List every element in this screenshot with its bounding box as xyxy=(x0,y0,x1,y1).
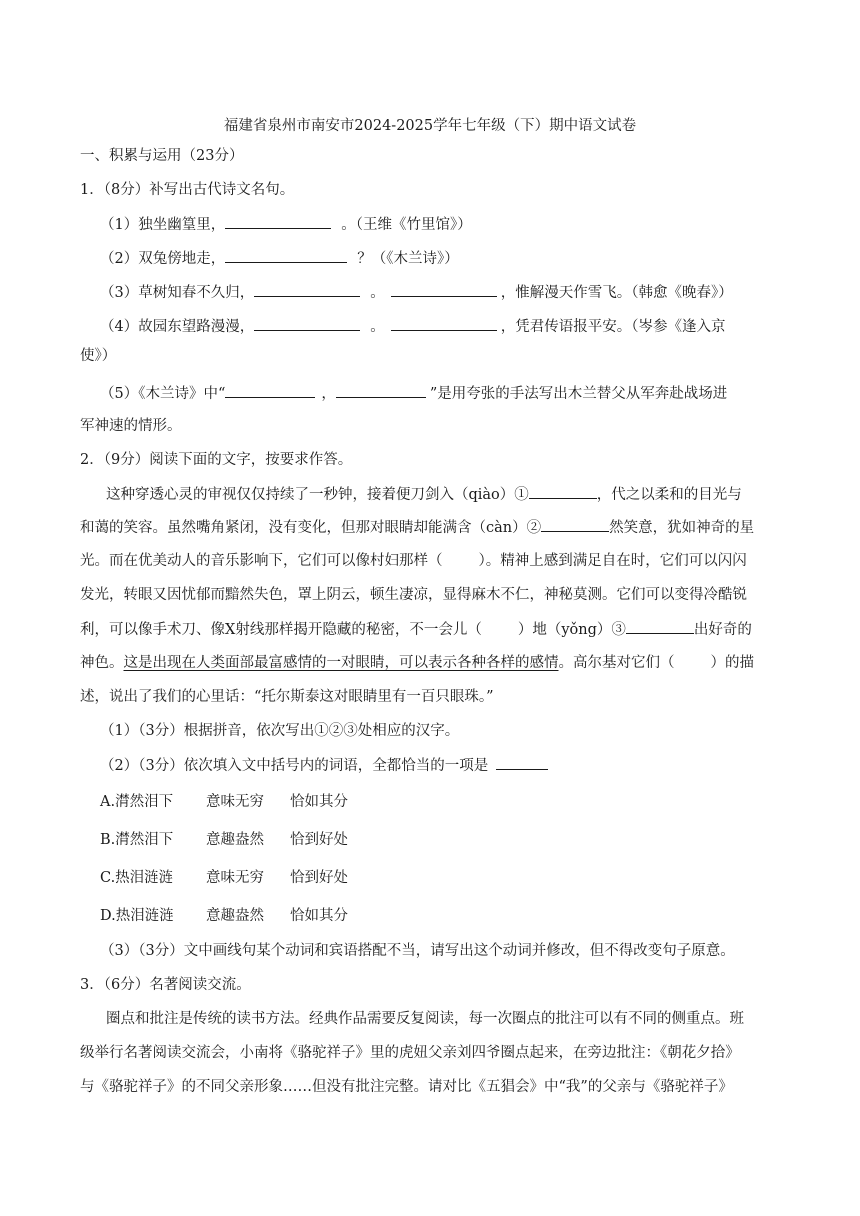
q1-item-1 xyxy=(100,214,472,235)
blank-line xyxy=(336,383,426,398)
q1-item-4 xyxy=(100,316,725,337)
q1-item-3-text: （3）草树知春不久归， xyxy=(100,285,255,301)
q1-item-4-cont: 使》） xyxy=(80,348,117,364)
blank-line xyxy=(626,619,694,634)
option-text: 恰到好处 xyxy=(290,870,348,886)
passage-line: 述，说出了我们的心里话：“托尔斯泰这对眼睛里有一百只眼珠。” xyxy=(80,689,494,705)
blank-line xyxy=(225,214,331,229)
passage-line xyxy=(80,653,754,673)
q1-item-2 xyxy=(100,248,459,269)
passage-text: 。高尔基对它们（ xyxy=(558,655,675,671)
q1-item-3-sep: 。 xyxy=(370,285,385,301)
passage-line: 圈点和批注是传统的读书方法。经典作品需要反复阅读，每一次圈点的批注可以有不同的侧重点。班 xyxy=(106,1011,744,1027)
q1-item-2-source: ？（《木兰诗》） xyxy=(357,251,459,267)
blank-line xyxy=(254,282,360,297)
passage-line xyxy=(80,517,754,538)
section-heading: 一、积累与运用（23分） xyxy=(80,148,244,164)
option-text: 意味无穷 xyxy=(206,870,264,886)
q1-item-5-cont: 军神速的情形。 xyxy=(80,418,182,434)
q1-item-5-text: （5）《木兰诗》中“ xyxy=(100,386,226,402)
option-a xyxy=(100,792,348,812)
question-3-stem: 3．（6分）名著阅读交流。 xyxy=(80,977,251,993)
passage-text: 这种穿透心灵的审视仅仅持续了一秒钟，接着便刀剑入（qiào）① xyxy=(106,487,529,503)
question-1-stem: 1．（8分）补写出古代诗文名句。 xyxy=(80,182,295,198)
q1-item-3 xyxy=(100,282,733,303)
underlined-sentence: 这是出现在人类面部最富感情的一对眼睛，可以表示各种各样的感情 xyxy=(123,655,559,671)
passage-text: 然笑意，犹如神奇的星 xyxy=(609,520,755,536)
passage-text: ）地（yǒng）③ xyxy=(517,622,626,638)
question-2-stem: 2．（9分）阅读下面的文字，按要求作答。 xyxy=(80,452,353,468)
option-text: 恰如其分 xyxy=(290,794,348,810)
q1-item-5-desc: ”是用夸张的手法写出木兰替父从军奔赴战场进 xyxy=(429,386,728,402)
blank-line xyxy=(254,316,360,331)
option-b xyxy=(100,830,348,850)
q1-item-4-source: ，凭君传语报平安。（岑参《逢入京 xyxy=(500,319,726,335)
option-text: 恰如其分 xyxy=(290,908,348,924)
q1-item-5-sep: ， xyxy=(321,386,336,402)
q1-item-1-text: （1）独坐幽篁里， xyxy=(100,217,226,233)
blank-line xyxy=(529,484,597,499)
blank-line xyxy=(225,248,347,263)
option-text: A.潸然泪下 xyxy=(100,794,174,810)
q2-sub-1: （1）（3分）根据拼音，依次写出①②③处相应的汉字。 xyxy=(100,723,460,739)
passage-text: 和蔼的笑容。虽然嘴角紧闭，没有变化，但那对眼睛却能满含（càn）② xyxy=(80,520,542,536)
passage-text: 神色。 xyxy=(80,655,124,671)
blank-line xyxy=(391,316,497,331)
passage-line xyxy=(106,484,742,505)
q1-item-1-source: 。（王维《竹里馆》） xyxy=(341,217,472,233)
q1-item-3-source: ，惟解漫天作雪飞。（韩愈《晚春》） xyxy=(500,285,733,301)
blank-line xyxy=(391,282,497,297)
q1-item-4-text: （4）故园东望路漫漫， xyxy=(100,319,255,335)
q2-sub-3: （3）（3分）文中画线句某个动词和宾语搭配不当，请写出这个动词并修改，但不得改变句子原意。 xyxy=(100,943,735,959)
passage-line: 发光，转眼又因忧郁而黯然失色，罩上阴云，顿生凄凉，显得麻木不仁，神秘莫测。它们可以变得冷酷锐 xyxy=(80,587,747,603)
q1-item-4-sep: 。 xyxy=(370,319,385,335)
option-c xyxy=(100,868,348,888)
passage-text: ）的描 xyxy=(710,655,754,671)
option-text: B.潸然泪下 xyxy=(100,832,174,848)
passage-text: ）。精神上感到满足自在时，它们可以闪闪 xyxy=(478,553,747,569)
passage-line xyxy=(80,551,747,571)
q1-item-2-text: （2）双兔傍地走， xyxy=(100,251,226,267)
option-text: 意趣盎然 xyxy=(206,908,264,924)
blank-line xyxy=(496,755,548,770)
blank-line xyxy=(225,383,315,398)
page-title: 福建省泉州市南安市2024-2025学年七年级（下）期中语文试卷 xyxy=(223,118,637,134)
option-text: D.热泪涟涟 xyxy=(100,908,174,924)
option-text: 意味无穷 xyxy=(206,794,264,810)
passage-text: 利，可以像手术刀、像X射线那样揭开隐藏的秘密，不一会儿（ xyxy=(80,622,482,638)
option-d xyxy=(100,906,348,926)
passage-line xyxy=(80,619,752,640)
option-text: C.热泪涟涟 xyxy=(100,870,174,886)
q1-item-5 xyxy=(100,383,727,404)
passage-text: ，代之以柔和的目光与 xyxy=(596,487,742,503)
blank-line xyxy=(541,517,609,532)
option-text: 恰到好处 xyxy=(290,832,348,848)
passage-text: 光。而在优美动人的音乐影响下，它们可以像村妇那样（ xyxy=(80,553,443,569)
option-text: 意趣盎然 xyxy=(206,832,264,848)
q2-sub-2 xyxy=(100,755,548,776)
passage-text: 出好奇的 xyxy=(693,622,752,638)
passage-line: 级举行名著阅读交流会，小南将《骆驼祥子》里的虎妞父亲刘四爷圈点起来，在旁边批注：《朝花夕拾》 xyxy=(80,1045,740,1061)
passage-line: 与《骆驼祥子》的不同父亲形象……但没有批注完整。请对比《五猖会》中“我”的父亲与《骆驼祥子》 xyxy=(80,1079,733,1095)
q2-sub-2-text: （2）（3分）依次填入文中括号内的词语，全都恰当的一项是 xyxy=(100,758,489,774)
